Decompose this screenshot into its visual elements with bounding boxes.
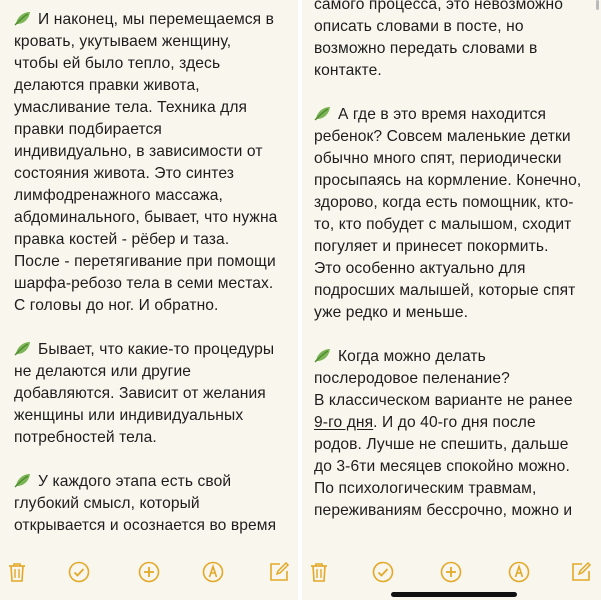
note-body[interactable] (14, 9, 288, 559)
note-line (14, 515, 288, 537)
compose-button[interactable] (266, 561, 292, 587)
note-line (14, 383, 288, 405)
note-line-text: подросших малышей, которые спят (314, 282, 576, 299)
note-line (314, 16, 591, 38)
note-line (314, 390, 591, 412)
note-line-text: правки подбирается (14, 121, 162, 138)
note-line-text: ребенок? Совсем маленькие детки (314, 128, 571, 145)
add-icon (137, 560, 161, 589)
note-line-text: женщины или индивидуальных (14, 407, 244, 424)
note-line (14, 471, 288, 493)
markup-button[interactable] (200, 561, 226, 587)
checklist-button[interactable] (370, 561, 396, 587)
note-line-text: делаются правки живота, (14, 77, 200, 94)
note-line (314, 126, 591, 148)
leaf-icon (314, 105, 332, 121)
note-line (314, 368, 591, 390)
note-line-text: умасливание тела. Техника для (14, 99, 248, 116)
note-line-text: возможно передать словами в (314, 40, 538, 57)
note-line-text: погуляет и принесет покормить. (314, 238, 549, 255)
note-line-text: состояния живота. Это синтез (14, 165, 235, 182)
note-line (14, 163, 288, 185)
compose-icon (569, 560, 593, 589)
note-line (14, 405, 288, 427)
note-line (14, 339, 288, 361)
note-line (314, 346, 591, 368)
note-line-text: переживаниям бессрочно, можно и (314, 502, 573, 519)
note-line-text: После - перетягивание при помощи (14, 253, 276, 270)
note-line (14, 493, 288, 515)
scroll-indicator[interactable] (596, 0, 599, 10)
note-line-text: По психологическим травмам, (314, 480, 537, 497)
note-line-text: И наконец, мы перемещаемся в (38, 11, 275, 28)
trash-button[interactable] (4, 561, 30, 587)
note-line-text: обычно много спят, периодически (314, 150, 562, 167)
note-line-text: индивидуально, в зависимости от (14, 143, 263, 160)
note-line (14, 53, 288, 75)
note-line (314, 236, 591, 258)
add-icon (439, 560, 463, 589)
note-line (14, 207, 288, 229)
leaf-icon (14, 10, 32, 26)
note-line-text: шарфа-ребозо тела в семи местах. (14, 275, 274, 292)
note-line (14, 141, 288, 163)
note-line-text: самого процесса, это невозможно (314, 0, 564, 13)
note-line-text: правка костей - рёбер и таза. (14, 231, 230, 248)
compose-button[interactable] (568, 561, 594, 587)
note-line-text: С головы до ног. И обратно. (14, 297, 219, 314)
note-body[interactable] (314, 0, 591, 544)
note-line (14, 97, 288, 119)
checklist-icon (371, 560, 395, 589)
note-line-text: открывается и осознается во время (14, 517, 277, 534)
note-line (314, 0, 591, 16)
note-line (14, 229, 288, 251)
note-line-text: здорово, когда есть помощник, кто- (314, 194, 574, 211)
note-line-text: родов. Лучше не спешить, дальше (314, 436, 569, 453)
note-line (314, 192, 591, 214)
note-line (314, 500, 591, 522)
note-line (314, 302, 591, 324)
note-line (314, 60, 591, 82)
right-note-panel (302, 0, 601, 600)
leaf-icon (314, 347, 332, 363)
note-line-text: кровать, укутываем женщину, (14, 33, 232, 50)
note-line-text: абдоминального, бывает, что нужна (14, 209, 278, 226)
note-line (314, 170, 591, 192)
note-line (314, 258, 591, 280)
note-line-text: послеродовое пеленание? (314, 370, 510, 387)
note-line-text: контакте. (314, 62, 382, 79)
markup-button[interactable] (506, 561, 532, 587)
note-line-text: просыпаясь на кормление. Конечно, (314, 172, 582, 189)
home-indicator (391, 592, 517, 597)
note-line (314, 214, 591, 236)
note-line (314, 38, 591, 60)
note-line (314, 148, 591, 170)
bottom-toolbar (0, 542, 298, 600)
note-line-text: Это особенно актуально для (314, 260, 526, 277)
note-line-text: Бывает, что какие-то процедуры (38, 341, 275, 358)
trash-icon (307, 560, 331, 589)
note-line (14, 119, 288, 141)
note-line (14, 361, 288, 383)
note-line-text: уже редко и меньше. (314, 304, 469, 321)
note-line-text: описать словами в посте, но (314, 18, 524, 35)
note-line (14, 273, 288, 295)
add-button[interactable] (136, 561, 162, 587)
note-paragraph (314, 104, 591, 324)
note-line (314, 478, 591, 500)
note-line-text: У каждого этапа есть свой (38, 473, 232, 490)
note-line-text: лимфодренажного массажа, (14, 187, 223, 204)
checklist-button[interactable] (66, 561, 92, 587)
note-line-text: 9-го дня. И до 40-го дня после (314, 414, 536, 431)
note-line-text: добавляются. Зависит от желания (14, 385, 266, 402)
note-line (14, 427, 288, 449)
note-line-text: А где в это время находится (338, 106, 547, 123)
note-line-text: чтобы ей было тепло, здесь (14, 55, 221, 72)
note-line (14, 251, 288, 273)
add-button[interactable] (438, 561, 464, 587)
compose-icon (267, 560, 291, 589)
note-line (14, 9, 288, 31)
underlined-text: 9-го дня (314, 414, 374, 431)
note-line-text: Когда можно делать (338, 348, 486, 365)
note-line (14, 185, 288, 207)
note-line-text: глубокий смысл, который (14, 495, 200, 512)
note-line (14, 295, 288, 317)
leaf-icon (14, 340, 32, 356)
leaf-icon (14, 472, 32, 488)
markup-icon (507, 560, 531, 589)
note-line-text: потребностей тела. (14, 429, 157, 446)
note-paragraph (314, 0, 591, 82)
note-line (14, 31, 288, 53)
left-note-panel (0, 0, 298, 600)
note-paragraph (14, 471, 288, 537)
trash-button[interactable] (306, 561, 332, 587)
note-paragraph (14, 339, 288, 449)
note-line (314, 456, 591, 478)
note-line (314, 104, 591, 126)
note-line-text: не делаются или другие (14, 363, 192, 380)
note-line-text: В классическом варианте не ранее (314, 392, 573, 409)
markup-icon (201, 560, 225, 589)
trash-icon (5, 560, 29, 589)
note-line-text: то, кто побудет с малышом, сходит (314, 216, 572, 233)
note-line-text: до 3-6ти месяцев спокойно можно. (314, 458, 570, 475)
note-paragraph (14, 9, 288, 317)
note-line (314, 434, 591, 456)
note-line (314, 280, 591, 302)
checklist-icon (67, 560, 91, 589)
note-paragraph (314, 346, 591, 522)
note-line (314, 412, 591, 434)
note-line (14, 75, 288, 97)
